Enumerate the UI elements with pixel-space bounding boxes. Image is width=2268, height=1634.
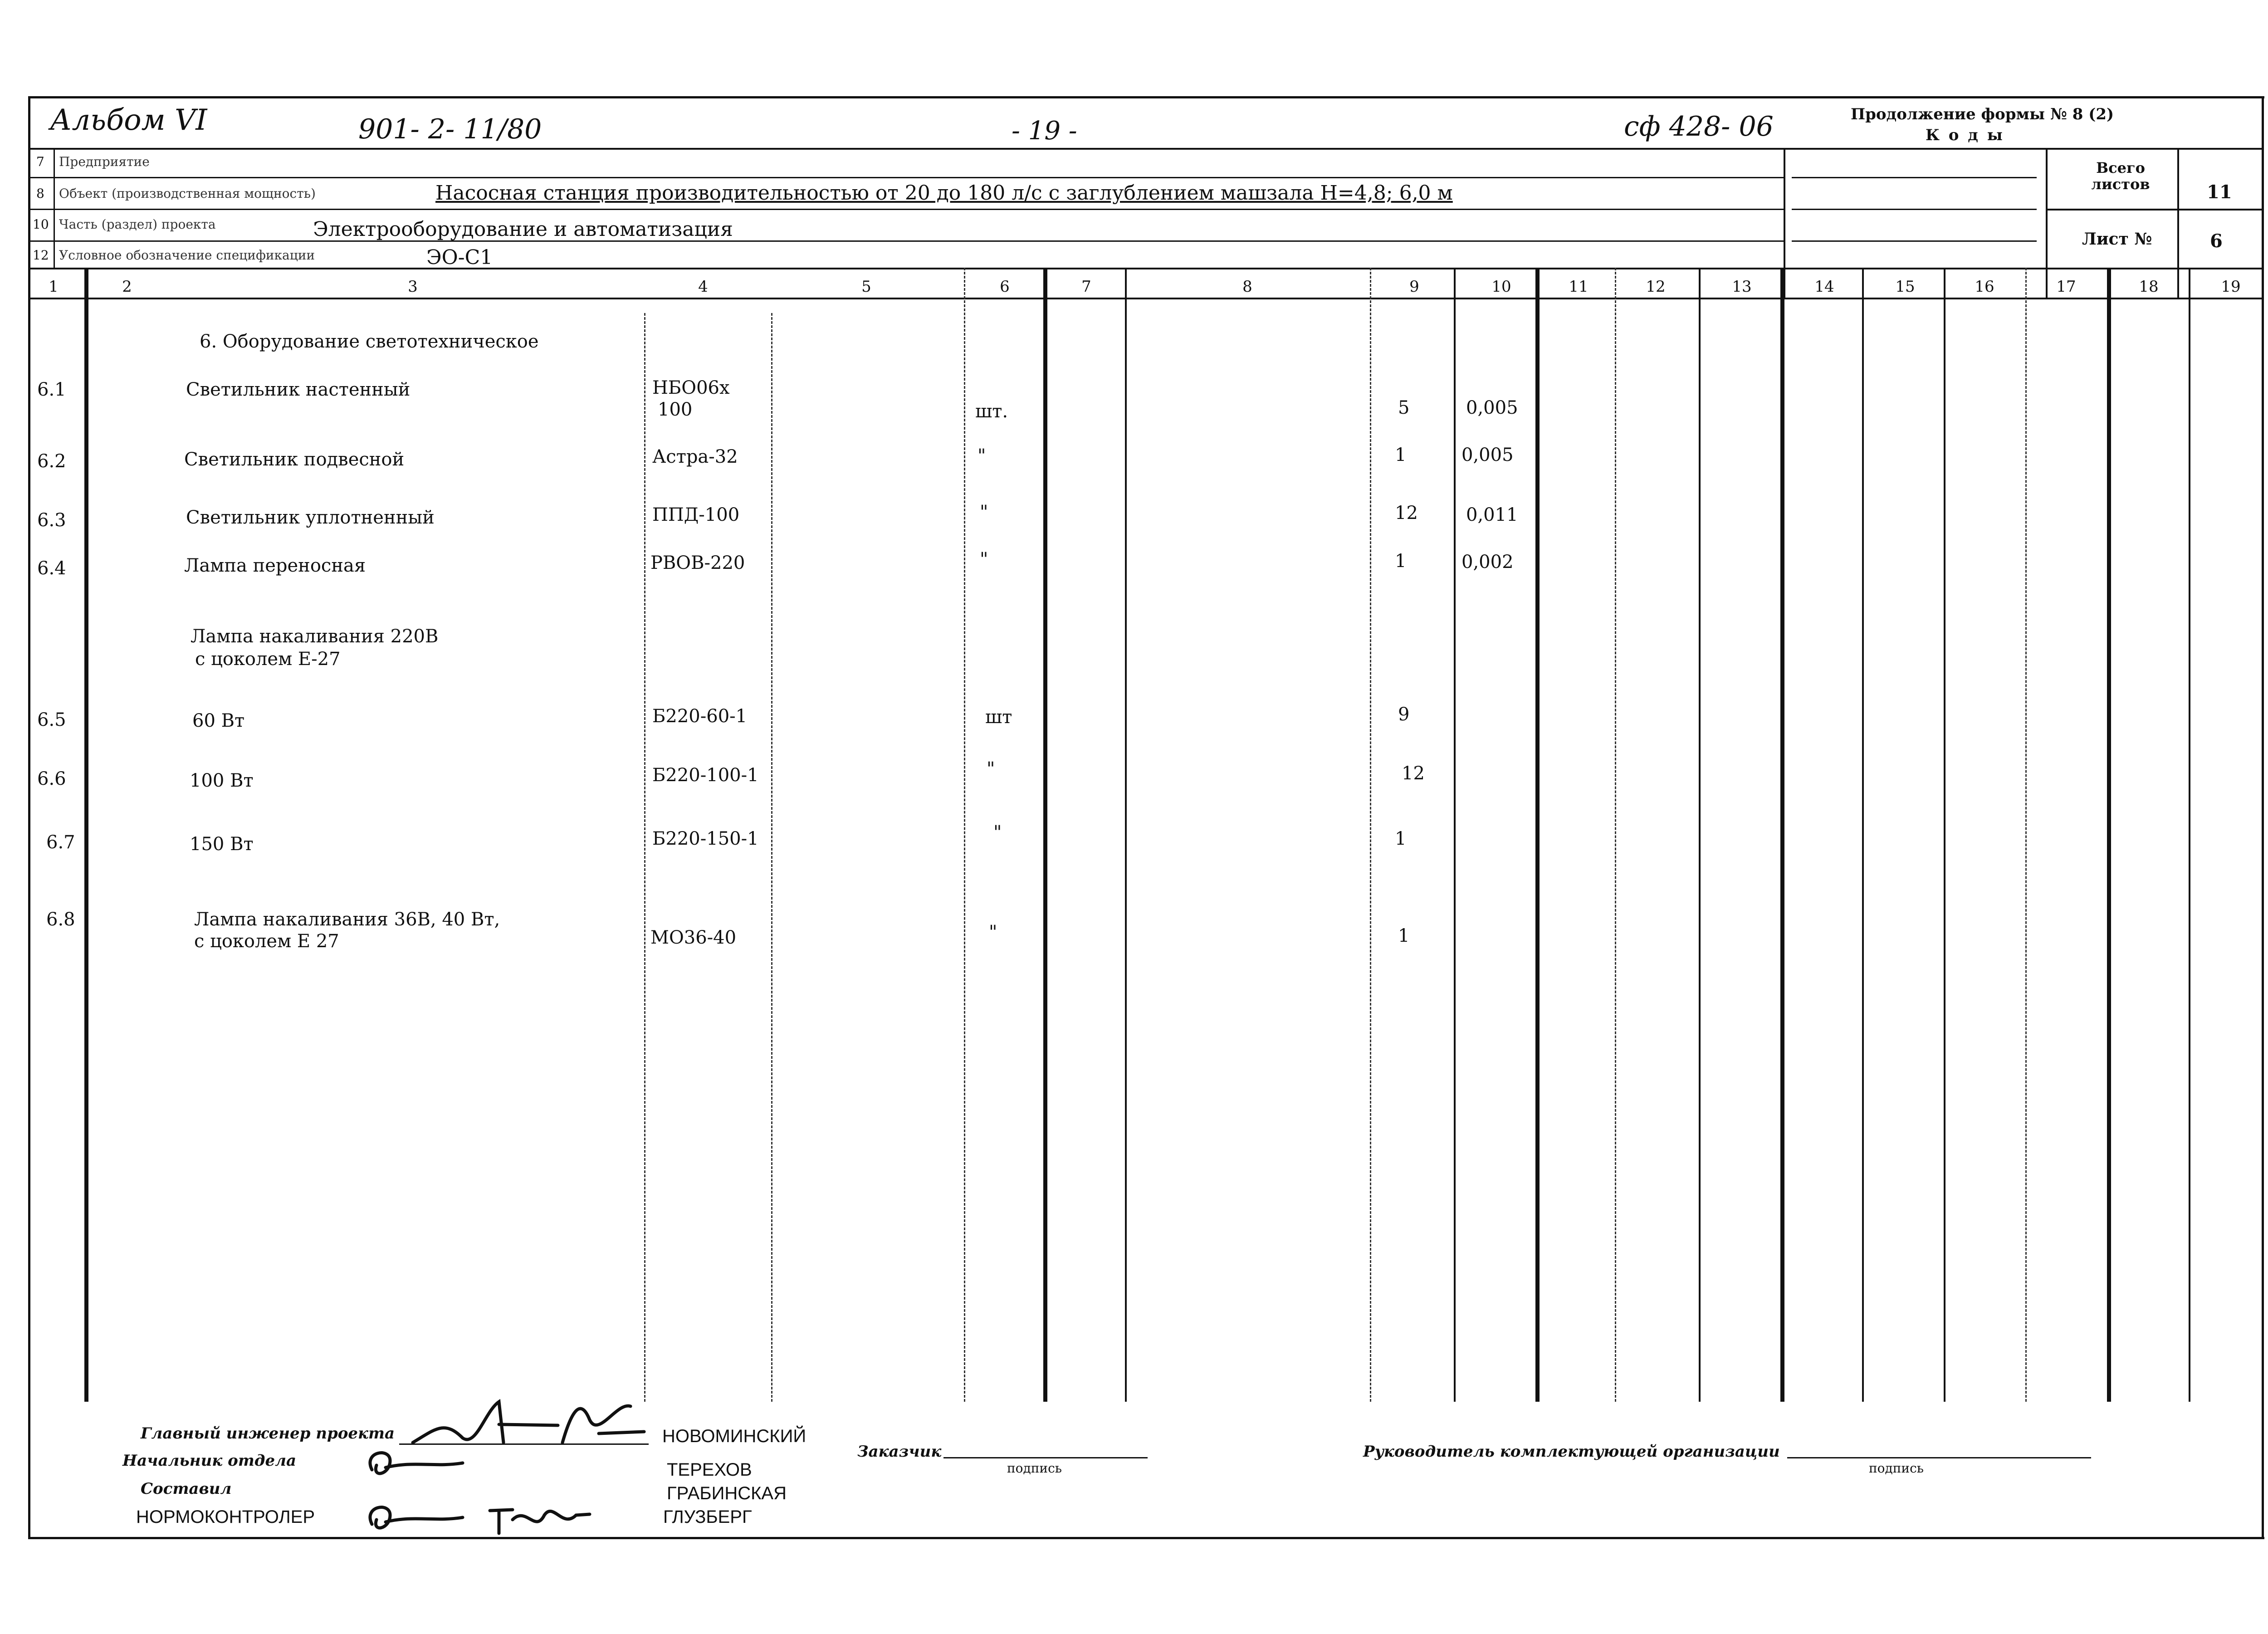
compiled-name: ГРАБИНСКАЯ xyxy=(667,1483,787,1503)
item-type: Б220-100-1 xyxy=(652,765,759,786)
column-number: 10 xyxy=(1491,278,1511,296)
item-quantity: 12 xyxy=(1402,763,1425,784)
item-unit: " xyxy=(980,502,988,523)
item-position: 6.7 xyxy=(46,832,75,853)
header-sheets-value-divider xyxy=(2177,148,2179,298)
column-number: 18 xyxy=(2139,278,2159,296)
dept-head-name: ТЕРЕХОВ xyxy=(667,1460,752,1480)
column-number: 2 xyxy=(122,278,132,296)
item-position: 6.2 xyxy=(37,451,66,472)
codes-label: К о д ы xyxy=(1926,126,2004,144)
project-code: 901- 2- 11/80 xyxy=(358,113,542,145)
codes-line-2 xyxy=(1792,209,2037,210)
item-weight: 0,005 xyxy=(1461,445,1514,465)
item-type: Б220-150-1 xyxy=(652,828,759,849)
column-number: 7 xyxy=(1081,278,1091,296)
item-unit: " xyxy=(989,922,997,943)
grid-line xyxy=(964,268,965,1402)
column-number: 12 xyxy=(1646,278,1666,296)
column-number: 14 xyxy=(1814,278,1834,296)
org-head-signature-line xyxy=(1787,1457,2091,1458)
column-number: 11 xyxy=(1569,278,1589,296)
item-quantity: 5 xyxy=(1398,397,1410,418)
item-unit: шт. xyxy=(975,401,1008,422)
item-type: 100 xyxy=(658,399,693,420)
header-row-num: 8 xyxy=(36,186,44,201)
header-line-2 xyxy=(28,177,1784,178)
item-name: Лампа переносная xyxy=(184,555,366,576)
item-quantity: 1 xyxy=(1395,551,1407,572)
header-row-label: Предприятие xyxy=(59,154,150,169)
norm-controller-name: ГЛУЗБЕРГ xyxy=(663,1507,752,1527)
object-value: Насосная станция производительностью от 20 до 180 л/с с заглублением машзала Н=4,8; 6,0 м xyxy=(435,181,1453,205)
item-quantity: 12 xyxy=(1395,503,1418,523)
column-number: 8 xyxy=(1242,278,1252,296)
codes-line-1 xyxy=(1792,177,2037,178)
column-number: 19 xyxy=(2221,278,2241,296)
column-number: 3 xyxy=(408,278,418,296)
item-name: 60 Вт xyxy=(192,710,245,731)
frame-left xyxy=(28,96,30,1538)
item-unit: " xyxy=(993,822,1002,843)
grid-line xyxy=(1454,268,1456,1402)
frame-right xyxy=(2262,96,2264,1538)
total-sheets-value: 11 xyxy=(2207,181,2232,203)
item-position: 6.5 xyxy=(37,709,66,730)
grid-line xyxy=(1615,268,1616,1402)
column-number: 6 xyxy=(1000,278,1010,296)
header-row-num: 7 xyxy=(36,154,44,169)
grid-line xyxy=(2189,268,2190,1402)
grid-line xyxy=(1043,268,1047,1402)
sheet-number-value: 6 xyxy=(2210,230,2223,252)
item-position: 6.4 xyxy=(37,558,66,579)
album-label: Альбом VI xyxy=(50,103,207,137)
item-unit: " xyxy=(978,445,986,466)
item-weight: 0,005 xyxy=(1466,397,1518,418)
compiled-signature xyxy=(363,1492,599,1542)
header-row-num: 12 xyxy=(33,248,49,263)
grid-line xyxy=(1944,268,1945,1402)
grid-line xyxy=(1862,268,1864,1402)
item-type: МО36-40 xyxy=(650,927,737,948)
item-type: Б220-60-1 xyxy=(652,706,748,727)
header-row-label: Часть (раздел) проекта xyxy=(59,217,216,232)
item-position: 6.3 xyxy=(37,510,66,531)
column-number: 1 xyxy=(49,278,59,296)
column-number: 9 xyxy=(1409,278,1419,296)
frame-top xyxy=(28,96,2264,98)
chief-engineer-name: НОВОМИНСКИЙ xyxy=(662,1426,807,1446)
item-quantity: 1 xyxy=(1398,925,1410,946)
item-type: НБО06х xyxy=(652,377,730,398)
grid-line xyxy=(2025,268,2027,1402)
item-name: 150 Вт xyxy=(190,834,254,855)
column-number: 17 xyxy=(2056,278,2076,296)
item-name: Светильник подвесной xyxy=(184,449,405,470)
item-position: 6.1 xyxy=(37,379,66,400)
item-name: с цоколем Е 27 xyxy=(194,931,339,952)
header-line-4 xyxy=(28,240,1784,242)
item-quantity: 1 xyxy=(1395,828,1407,849)
item-type: ППД-100 xyxy=(652,504,740,525)
column-header-line xyxy=(28,298,2262,299)
spec-code-value: ЭО-С1 xyxy=(426,246,493,269)
column-number: 15 xyxy=(1895,278,1915,296)
item-weight: 0,002 xyxy=(1461,552,1514,572)
dept-head-label: Начальник отдела xyxy=(122,1452,296,1470)
item-position: 6.8 xyxy=(46,909,75,930)
sheet-label: Лист № xyxy=(2082,230,2152,249)
column-number: 4 xyxy=(698,278,708,296)
header-sheets-mid-line xyxy=(2046,209,2262,210)
grid-line xyxy=(644,313,645,1402)
total-sheets-label: Всего листов xyxy=(2091,159,2150,193)
item-name: Лампа накаливания 36В, 40 Вт, xyxy=(194,909,500,930)
item-unit: " xyxy=(987,758,995,779)
customer-signature-line xyxy=(943,1457,1148,1458)
form-continuation: Продолжение формы № 8 (2) xyxy=(1851,105,2114,123)
org-head-signature-caption: подпись xyxy=(1869,1461,1924,1476)
norm-controller-label: НОРМОКОНТРОЛЕР xyxy=(136,1507,315,1527)
header-num-divider xyxy=(54,148,55,268)
page-number: - 19 - xyxy=(1012,116,1077,146)
item-name: Светильник настенный xyxy=(186,379,411,400)
item-type: Астра-32 xyxy=(652,446,738,467)
column-number: 5 xyxy=(861,278,871,296)
header-row-label: Объект (производственная мощность) xyxy=(59,186,316,201)
grid-line xyxy=(84,268,88,1402)
column-number: 13 xyxy=(1732,278,1752,296)
item-name: Светильник уплотненный xyxy=(186,507,435,528)
item-unit: " xyxy=(980,549,988,570)
section-title: 6. Оборудование светотехническое xyxy=(200,331,539,352)
item-name: с цоколем Е-27 xyxy=(195,649,341,670)
header-line-1 xyxy=(28,148,2262,150)
item-position: 6.6 xyxy=(37,768,66,789)
dept-head-signature xyxy=(363,1443,472,1483)
header-row-label: Условное обозначение спецификации xyxy=(59,248,315,263)
project-part-value: Электрооборудование и автоматизация xyxy=(313,218,733,241)
grid-line xyxy=(1780,268,1784,1402)
item-weight: 0,011 xyxy=(1466,504,1518,525)
codes-line-3 xyxy=(1792,240,2037,242)
chief-engineer-label: Главный инженер проекта xyxy=(141,1424,395,1443)
grid-line xyxy=(1535,268,1540,1402)
item-quantity: 9 xyxy=(1398,704,1410,725)
customer-label: Заказчик xyxy=(857,1443,942,1461)
grid-line xyxy=(1370,268,1371,1402)
item-unit: шт xyxy=(985,707,1012,728)
grid-line xyxy=(2107,268,2111,1402)
item-quantity: 1 xyxy=(1395,445,1407,465)
grid-line xyxy=(771,313,772,1402)
item-name: 100 Вт xyxy=(190,770,254,791)
header-row-num: 10 xyxy=(33,217,49,232)
column-number: 16 xyxy=(1975,278,1994,296)
header-line-5 xyxy=(28,268,2262,269)
grid-line xyxy=(1125,268,1127,1402)
compiled-label: Составил xyxy=(141,1480,232,1498)
item-name: Лампа накаливания 220В xyxy=(191,626,439,647)
form-code: сф 428- 06 xyxy=(1624,111,1774,142)
item-type: РВОВ-220 xyxy=(650,553,745,573)
org-head-label: Руководитель комплектующей организации xyxy=(1363,1443,1780,1461)
header-line-3 xyxy=(28,209,1784,210)
grid-line xyxy=(1699,268,1701,1402)
customer-signature-caption: подпись xyxy=(1007,1461,1062,1476)
header-sheets-divider xyxy=(2046,148,2048,298)
